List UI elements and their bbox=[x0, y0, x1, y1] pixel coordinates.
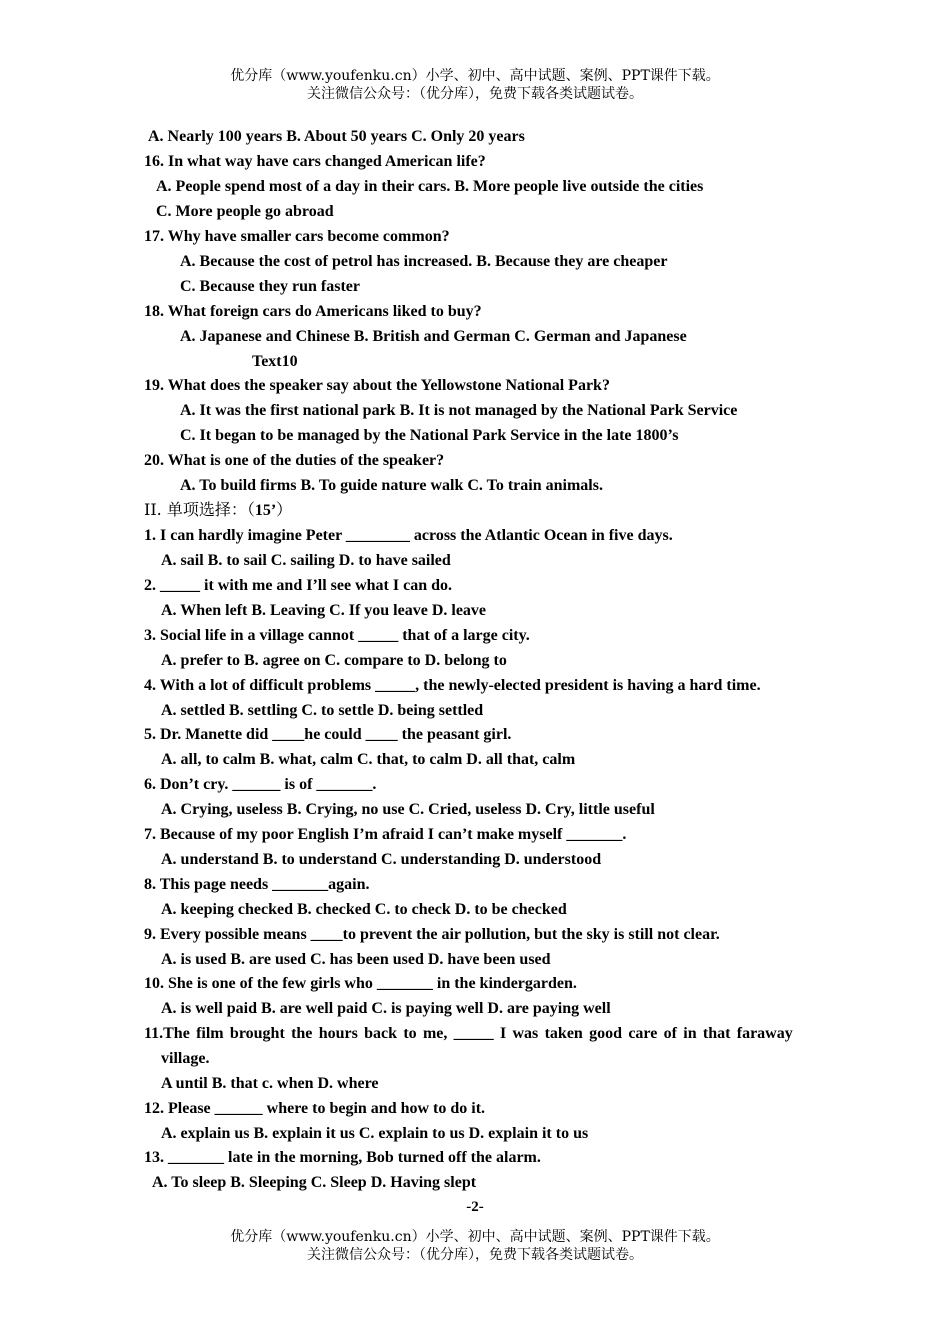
q19-stem: 19. What does the speaker say about the Yellowstone National Park? bbox=[144, 377, 610, 394]
q16-options-a: A. People spend most of a day in their cars. B. More people live outside the cities bbox=[156, 178, 704, 195]
question-10-stem: 10. She is one of the few girls who _______ in the kindergarden. bbox=[144, 975, 577, 992]
question-3-options: A. prefer to B. agree on C. compare to D. belong to bbox=[161, 652, 507, 669]
q19-options-a: A. It was the first national park B. It is not managed by the National Park Service bbox=[180, 402, 738, 419]
question-10-options: A. is well paid B. are well paid C. is paying well D. are paying well bbox=[161, 1000, 611, 1017]
question-11-stem: 11.The film brought the hours back to me, _____ I was taken good care of in that faraway bbox=[144, 1025, 793, 1042]
footer-line-1: 优分库（www.youfenku.cn）小学、初中、高中试题、案例、PPT课件下载。 bbox=[230, 1229, 720, 1245]
q20-options: A. To build firms B. To guide nature walk C. To train animals. bbox=[180, 477, 603, 494]
question-12-stem: 12. Please ______ where to begin and how to do it. bbox=[144, 1100, 486, 1117]
question-13-options: A. To sleep B. Sleeping C. Sleep D. Having slept bbox=[152, 1174, 477, 1191]
q16-stem: 16. In what way have cars changed American life? bbox=[144, 153, 486, 170]
question-2-stem: 2. _____ it with me and I’ll see what I can do. bbox=[144, 577, 453, 594]
question-4-stem: 4. With a lot of difficult problems _____, the newly-elected president is having a hard time. bbox=[144, 677, 761, 694]
question-4-options: A. settled B. settling C. to settle D. being settled bbox=[161, 702, 484, 719]
text10-heading: Text10 bbox=[252, 353, 298, 370]
question-8-stem: 8. This page needs _______again. bbox=[144, 876, 370, 893]
question-1-options: A. sail B. to sail C. sailing D. to have sailed bbox=[161, 552, 451, 569]
question-2-options: A. When left B. Leaving C. If you leave D. leave bbox=[161, 602, 487, 619]
question-7-stem: 7. Because of my poor English I’m afraid I can’t make myself _______. bbox=[144, 826, 627, 843]
q20-stem: 20. What is one of the duties of the speaker? bbox=[144, 452, 445, 469]
header-line-1: 优分库（www.youfenku.cn）小学、初中、高中试题、案例、PPT课件下载。 bbox=[230, 68, 720, 84]
q16-options-b: C. More people go abroad bbox=[156, 203, 334, 220]
question-6-stem: 6. Don’t cry. ______ is of _______. bbox=[144, 776, 377, 793]
question-6-options: A. Crying, useless B. Crying, no use C. Cried, useless D. Cry, little useful bbox=[161, 801, 655, 818]
q17-options-b: C. Because they run faster bbox=[180, 278, 360, 295]
question-12-options: A. explain us B. explain it us C. explain to us D. explain it to us bbox=[161, 1125, 589, 1142]
question-5-stem: 5. Dr. Manette did ____he could ____ the peasant girl. bbox=[144, 726, 512, 743]
question-5-options: A. all, to calm B. what, calm C. that, to calm D. all that, calm bbox=[161, 751, 576, 768]
question-11-stem-cont: village. bbox=[161, 1050, 210, 1067]
q15-options: A. Nearly 100 years B. About 50 years C. Only 20 years bbox=[148, 128, 525, 145]
question-1-stem: 1. I can hardly imagine Peter ________ across the Atlantic Ocean in five days. bbox=[144, 527, 673, 544]
page-number: -2- bbox=[466, 1199, 484, 1215]
question-9-options: A. is used B. are used C. has been used D. have been used bbox=[161, 951, 551, 968]
question-9-stem: 9. Every possible means ____to prevent the air pollution, but the sky is still not clear. bbox=[144, 926, 720, 943]
question-11-options: A until B. that c. when D. where bbox=[161, 1075, 379, 1092]
q18-options: A. Japanese and Chinese B. British and German C. German and Japanese bbox=[180, 328, 687, 345]
header-line-2: 关注微信公众号：（优分库），免费下载各类试题试卷。 bbox=[307, 86, 643, 102]
section-2-heading bbox=[144, 500, 292, 521]
question-3-stem: 3. Social life in a village cannot _____ that of a large city. bbox=[144, 627, 530, 644]
q17-options-a: A. Because the cost of petrol has increased. B. Because they are cheaper bbox=[180, 253, 668, 270]
question-13-stem: 13. _______ late in the morning, Bob turned off the alarm. bbox=[144, 1149, 541, 1166]
question-8-options: A. keeping checked B. checked C. to check D. to be checked bbox=[161, 901, 567, 918]
section-2-close: ） bbox=[276, 500, 293, 519]
section-2-title: II. 单项选择：（ bbox=[144, 500, 255, 519]
q18-stem: 18. What foreign cars do Americans liked to buy? bbox=[144, 303, 482, 320]
section-2-score: 15’ bbox=[254, 502, 277, 519]
q19-options-b: C. It began to be managed by the National Park Service in the late 1800’s bbox=[180, 427, 679, 444]
question-7-options: A. understand B. to understand C. understanding D. understood bbox=[161, 851, 602, 868]
q17-stem: 17. Why have smaller cars become common? bbox=[144, 228, 450, 245]
footer-line-2: 关注微信公众号：（优分库），免费下载各类试题试卷。 bbox=[307, 1247, 643, 1263]
